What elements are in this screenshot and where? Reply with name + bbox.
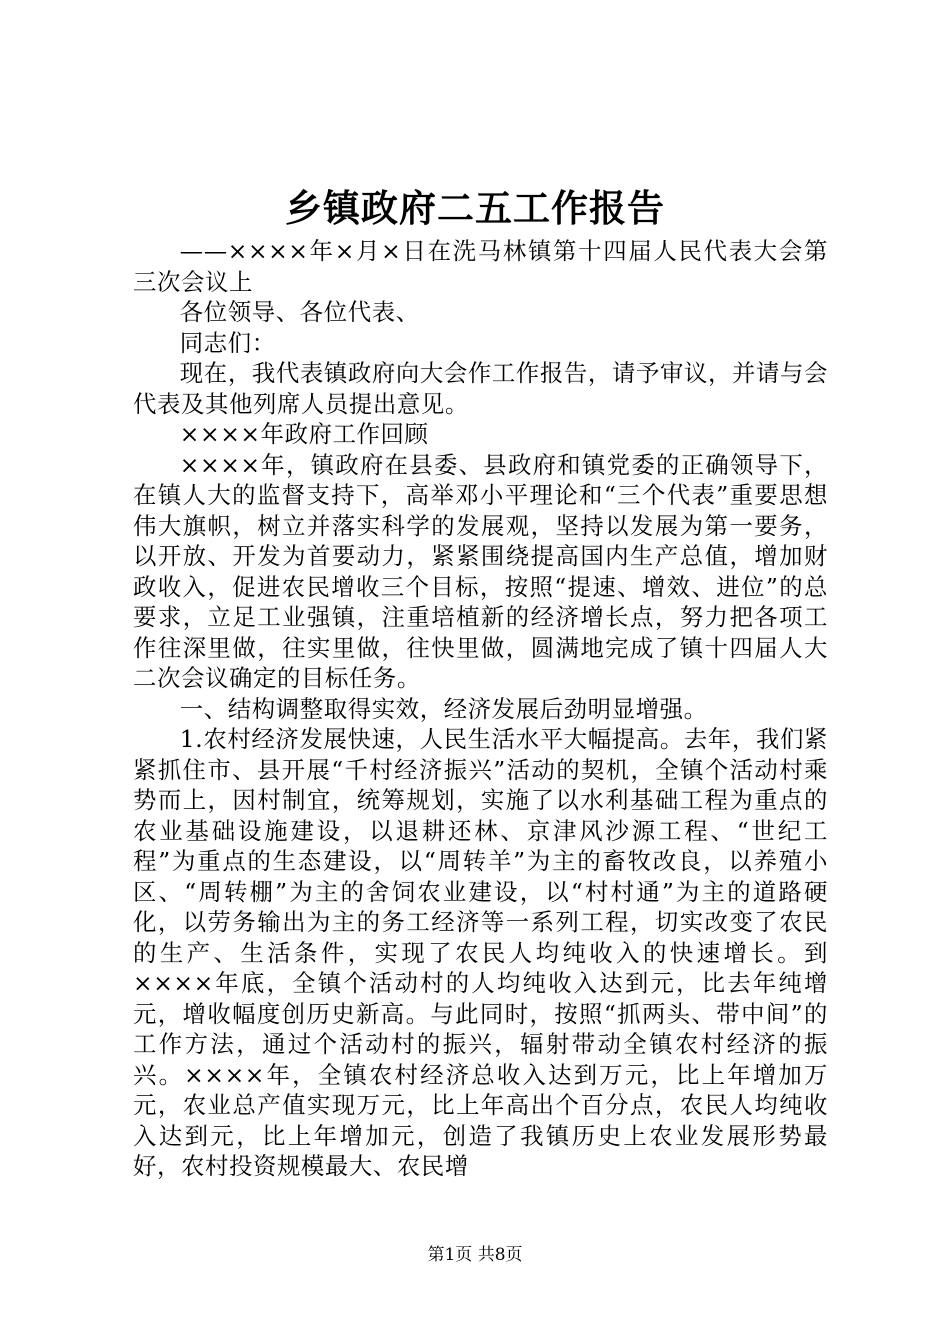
review-paragraph: ××××年，镇政府在县委、县政府和镇党委的正确领导下，在镇人大的监督支持下，高举邓小平理论和“三个代表”重要思想伟大旗帜，树立并落实科学的发展观，坚持以发展为第一要务，以开放、开发为首要动力，紧紧围绕提高国内生产总值，增加财政收入，促进农民增收三个目标，按照“提速、增效、进位”的总要求，立足工业强镇，注重培植新的经济增长点，努力把各项工作往深里做，往实里做，往快里做，圆满地完成了镇十四届人大二次会议确定的目标任务。 [133, 450, 828, 692]
subtitle-paragraph: ——××××年×月×日在洗马林镇第十四届人民代表大会第三次会议上 [133, 237, 828, 296]
section-heading-structure: 一、结构调整取得实效，经济发展后劲明显增强。 [179, 694, 708, 723]
salutation-comrades: 同志们： [179, 328, 276, 357]
rural-economy-paragraph: 1.农村经济发展快速，人民生活水平大幅提高。去年，我们紧紧抓住市、县开展“千村经济振兴”活动的契机，全镇个活动村乘势而上，因村制宜，统筹规划，实施了以水利基础工程为重点的农业基础设施建设，以退耕还林、京津风沙源工程、“世纪工程”为重点的生态建设，以“周转羊”为主的畜牧改良，以养殖小区、“周转棚”为主的舍饲农业建设，以“村村通”为主的道路硬化，以劳务输出为主的务工经济等一系列工程，切实改变了农民的生产、生活条件，实现了农民人均纯收入的快速增长。到××××年底，全镇个活动村的人均纯收入达到元，比去年纯增元，增收幅度创历史新高。与此同时，按照“抓两头、带中间”的工作方法，通过个活动村的振兴，辐射带动全镇农村经济的振兴。××××年，全镇农村经济总收入达到万元，比上年增加万元，农业总产值实现万元，比上年高出个百分点，农民人均纯收入达到元，比上年增加元，创造了我镇历史上农业发展形势最好，农村投资规模最大、农民增 [133, 725, 828, 1180]
section-heading-review: ××××年政府工作回顾 [179, 420, 429, 448]
intro-paragraph: 现在，我代表镇政府向大会作工作报告，请予审议，并请与会代表及其他列席人员提出意见。 [133, 359, 828, 418]
salutation-leaders: 各位领导、各位代表、 [179, 298, 420, 326]
document-body [133, 236, 828, 1182]
page-number-footer: 第1页 共8页 [427, 1245, 523, 1265]
document-title: 乡镇政府二五工作报告 [285, 186, 665, 230]
